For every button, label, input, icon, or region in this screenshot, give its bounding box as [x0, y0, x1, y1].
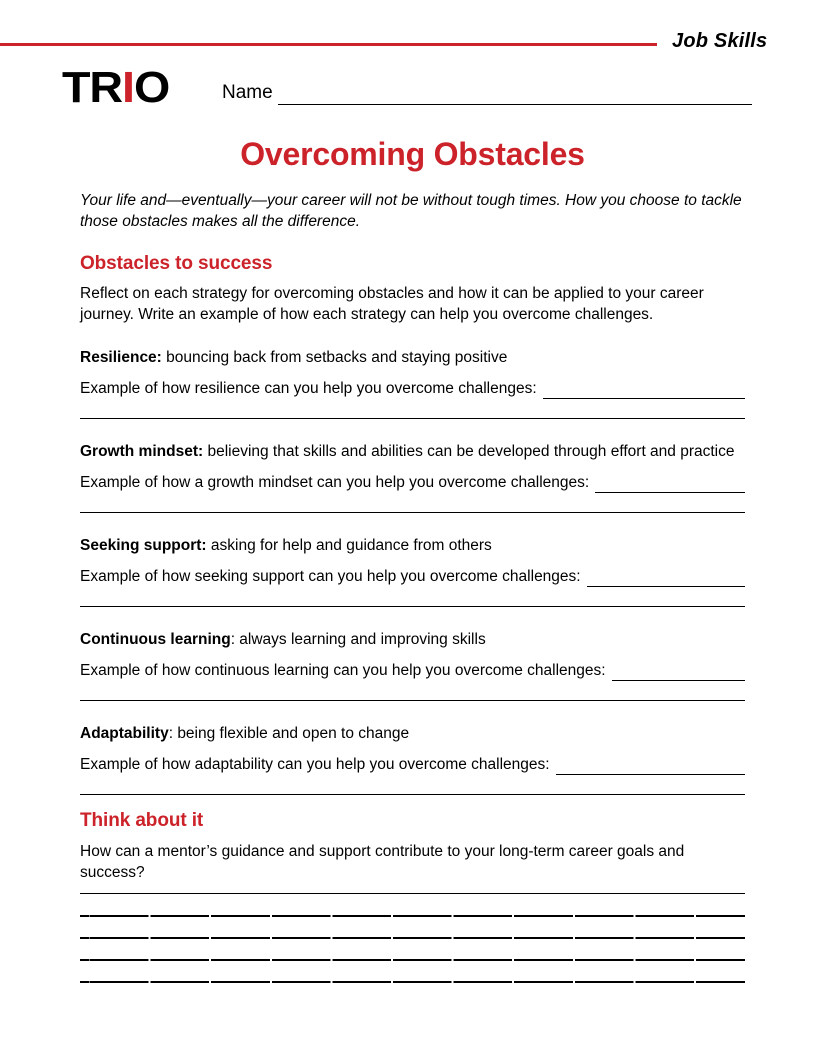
name-label: Name — [222, 82, 273, 103]
think-about-it-question: How can a mentor’s guidance and support contribute to your long-term career goals and success? — [80, 843, 685, 881]
strategy-answer-line-inline[interactable] — [587, 568, 745, 587]
strategy-description: bouncing back from setbacks and staying positive — [161, 349, 508, 366]
header-red-rule — [0, 43, 657, 46]
strategy-block — [80, 629, 745, 701]
logo-text-i: I — [122, 63, 134, 112]
page-title: Overcoming Obstacles — [240, 136, 585, 172]
strategy-term: Continuous learning — [80, 631, 231, 648]
answer-line-rule[interactable] — [80, 893, 745, 894]
name-field[interactable] — [222, 82, 752, 108]
answer-line-rule[interactable] — [80, 981, 745, 982]
answer-line-rule[interactable] — [80, 937, 745, 938]
strategy-prompt-label: Example of how adaptability can you help you overcome challenges: — [80, 756, 550, 773]
strategy-definition — [80, 535, 745, 556]
name-write-line[interactable] — [278, 104, 752, 105]
strategy-definition — [80, 347, 745, 368]
strategy-answer-line-full[interactable] — [80, 794, 745, 795]
strategy-term: Seeking support: — [80, 537, 207, 554]
strategy-description: : being flexible and open to change — [168, 725, 410, 742]
strategy-prompt-row[interactable] — [80, 378, 745, 399]
strategy-description: asking for help and guidance from others — [206, 537, 492, 554]
strategy-answer-line-full[interactable] — [80, 606, 745, 607]
obstacles-section — [80, 253, 745, 795]
strategy-prompt-label: Example of how a growth mindset can you help you overcome challenges: — [80, 474, 590, 491]
strategy-answer-line-full[interactable] — [80, 512, 745, 513]
strategy-answer-line-inline[interactable] — [543, 380, 745, 399]
strategy-prompt-label: Example of how seeking support can you help you overcome challenges: — [80, 568, 581, 585]
trio-logo — [62, 63, 170, 112]
strategy-definition — [80, 723, 745, 744]
strategy-description: believing that skills and abilities can be developed through effort and practice — [203, 443, 735, 460]
intro-paragraph: Your life and—eventually—your career will not be without tough times. How you choose to tackle those obstacles makes all the difference. — [80, 192, 742, 230]
think-about-it-answer-lines — [80, 879, 745, 989]
header-bar — [0, 30, 816, 58]
strategy-block — [80, 723, 745, 795]
strategy-answer-line-inline[interactable] — [556, 756, 745, 775]
strategy-answer-line-inline[interactable] — [595, 474, 745, 493]
strategy-block — [80, 347, 745, 419]
strategy-answer-line-inline[interactable] — [612, 662, 745, 681]
answer-line[interactable] — [80, 967, 745, 989]
strategy-prompt-row[interactable] — [80, 660, 745, 681]
logo-text-tr: TR — [62, 63, 123, 112]
section-heading-obstacles: Obstacles to success — [80, 253, 273, 274]
strategy-prompt-label: Example of how continuous learning can you help you overcome challenges: — [80, 662, 606, 679]
think-about-it-section — [80, 810, 745, 883]
strategy-definition — [80, 441, 745, 462]
strategy-term: Growth mindset: — [80, 443, 204, 460]
strategy-answer-line-full[interactable] — [80, 700, 745, 701]
answer-line[interactable] — [80, 945, 745, 967]
section-heading-think-about-it: Think about it — [80, 810, 204, 831]
strategy-block — [80, 535, 745, 607]
strategy-term: Adaptability — [80, 725, 169, 742]
answer-line[interactable] — [80, 879, 745, 901]
strategy-block — [80, 441, 745, 513]
answer-line[interactable] — [80, 901, 745, 923]
answer-line[interactable] — [80, 923, 745, 945]
strategy-prompt-row[interactable] — [80, 472, 745, 493]
strategy-prompt-row[interactable] — [80, 754, 745, 775]
strategy-answer-line-full[interactable] — [80, 418, 745, 419]
strategy-description: : always learning and improving skills — [230, 631, 486, 648]
strategy-definition — [80, 629, 745, 650]
logo-text-o: O — [133, 63, 170, 112]
strategy-prompt-row[interactable] — [80, 566, 745, 587]
worksheet-category-label: Job Skills — [672, 30, 768, 52]
answer-line-rule[interactable] — [80, 915, 745, 916]
strategy-term: Resilience: — [80, 349, 162, 366]
answer-line-rule[interactable] — [80, 959, 745, 960]
strategy-prompt-label: Example of how resilience can you help you overcome challenges: — [80, 380, 537, 397]
section-instructions: Reflect on each strategy for overcoming obstacles and how it can be applied to your career journey. Write an example of how each strategy can help you overcome challenges. — [80, 285, 704, 323]
